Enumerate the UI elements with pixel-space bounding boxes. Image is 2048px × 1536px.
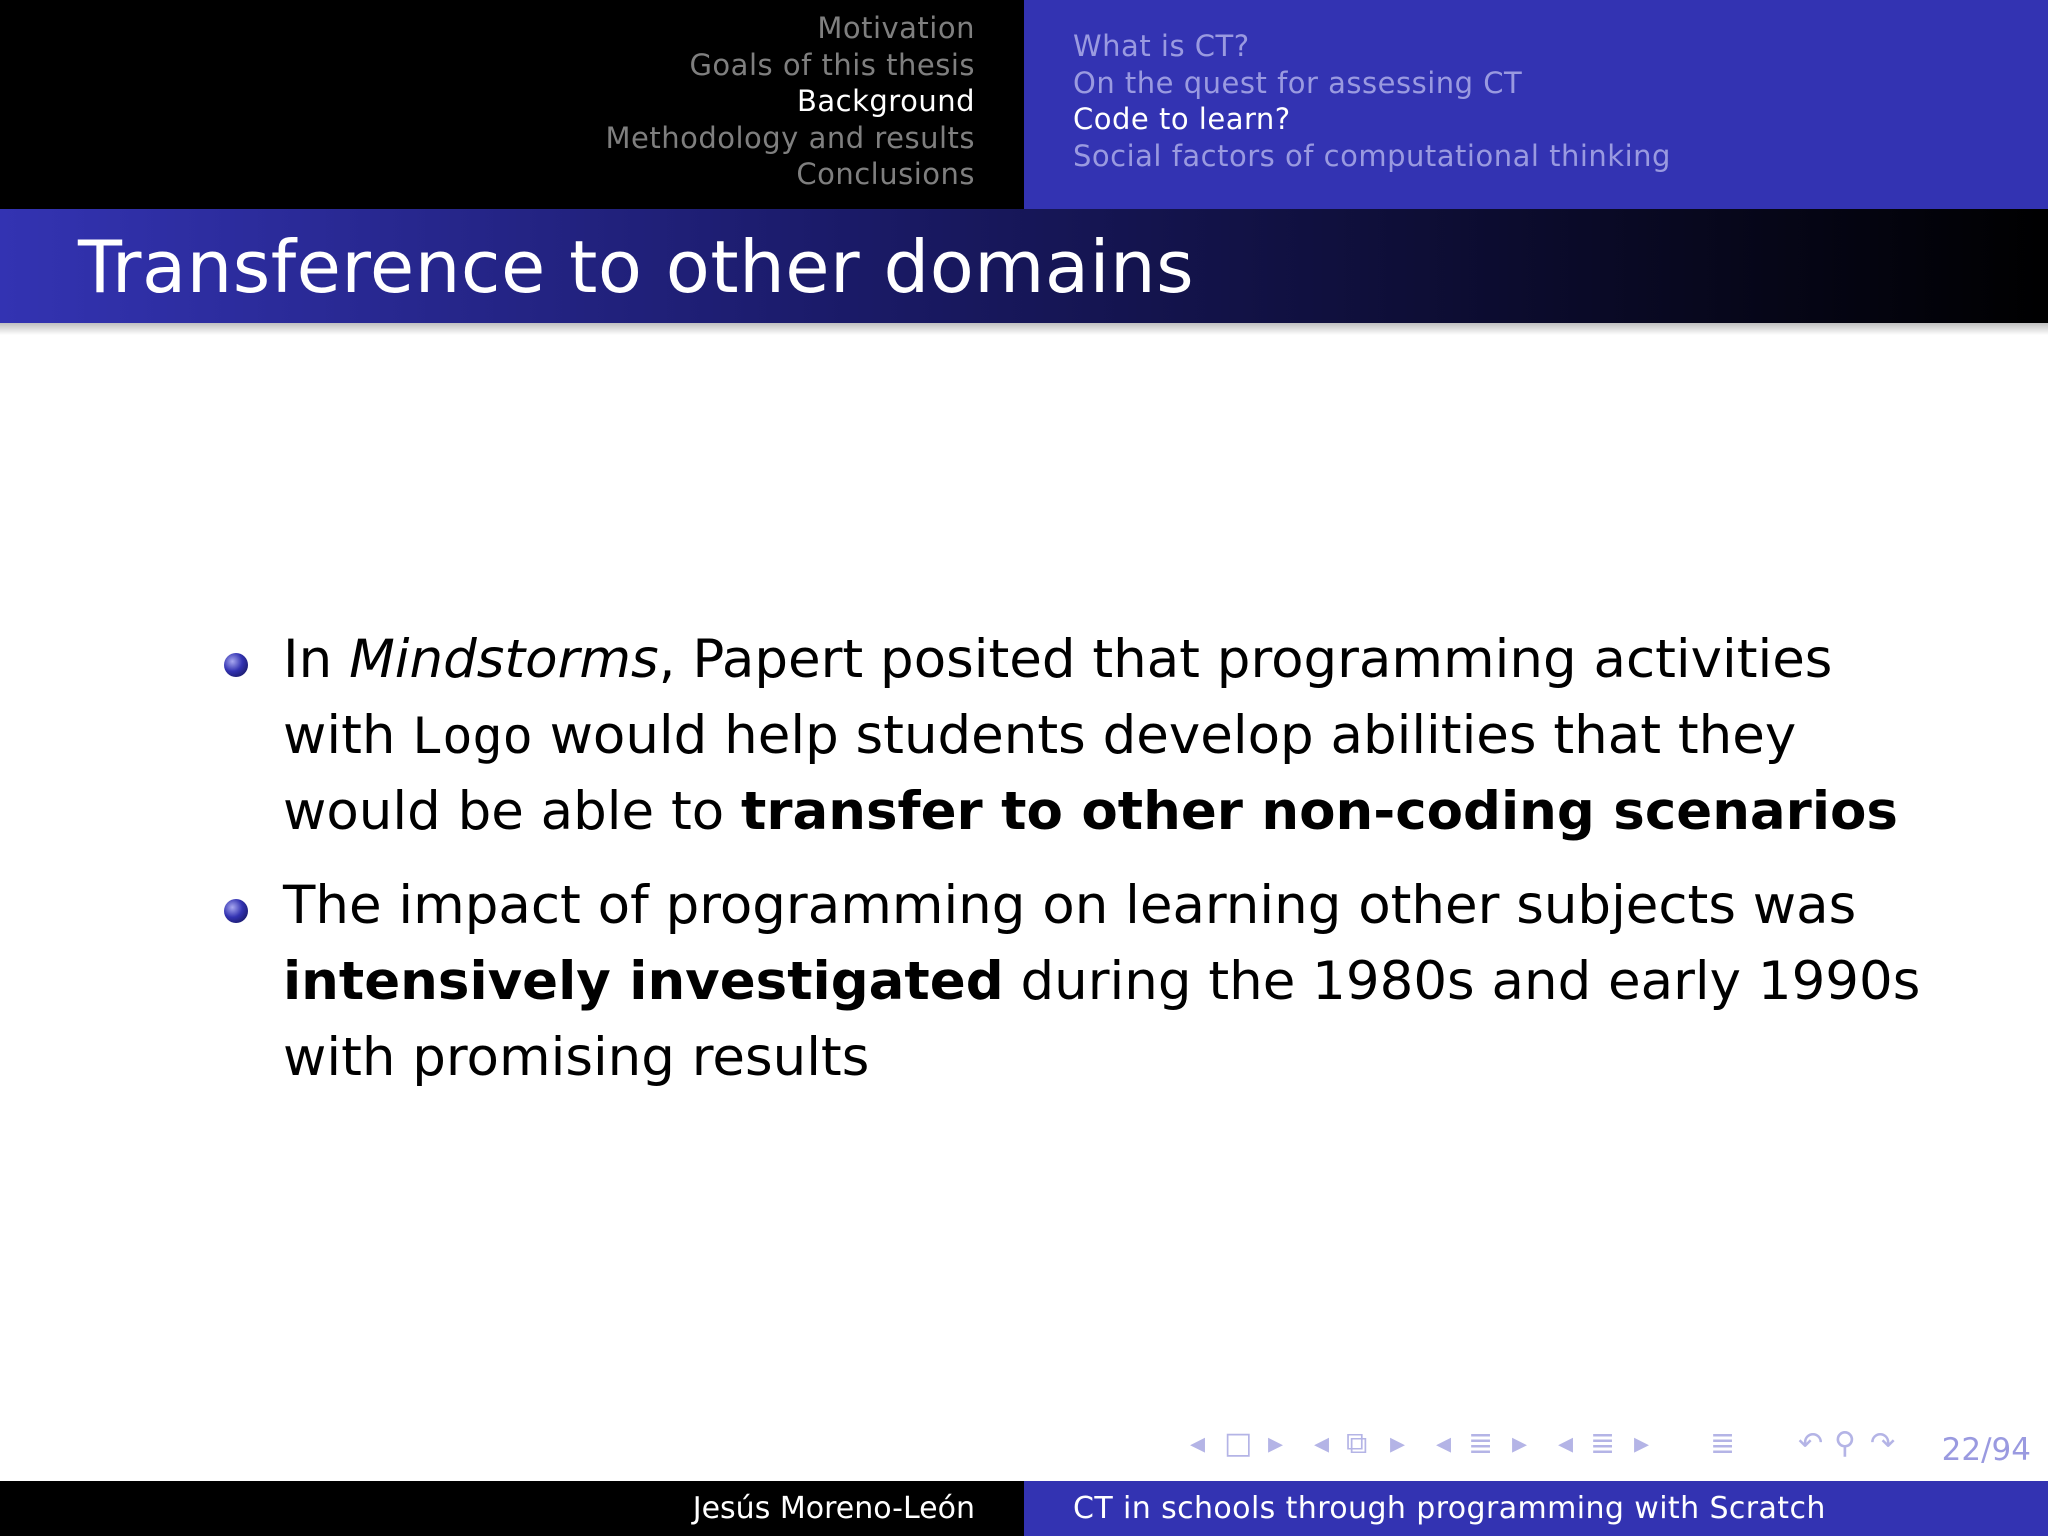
slide-title: Transference to other domains bbox=[78, 225, 1195, 309]
subsection-link-code-to-learn[interactable]: Code to learn? bbox=[1073, 102, 1291, 136]
subsection-prev-icon[interactable]: ◂ bbox=[1314, 1426, 1330, 1461]
bullet-line: with promising results bbox=[283, 1027, 870, 1088]
subsection-link-assessing-ct[interactable]: On the quest for assessing CT bbox=[1073, 65, 1523, 100]
subsection-icon[interactable]: ⧉ bbox=[1346, 1426, 1368, 1461]
document-next-icon[interactable]: ▸ bbox=[1634, 1426, 1650, 1461]
bullet-line: In Mindstorms, Papert posited that programming activities bbox=[283, 629, 1833, 690]
section-link-conclusions[interactable]: Conclusions bbox=[796, 157, 975, 191]
section-link-goals[interactable]: Goals of this thesis bbox=[689, 47, 975, 82]
appendix-icon[interactable]: ≣ bbox=[1710, 1426, 1736, 1461]
frame-title-shadow bbox=[0, 323, 2048, 335]
document-icon[interactable]: ≣ bbox=[1590, 1426, 1616, 1461]
search-icon[interactable]: ⚲ bbox=[1834, 1426, 1856, 1461]
subsection-navigation bbox=[1073, 28, 1671, 174]
frame-next-icon[interactable]: ▸ bbox=[1268, 1426, 1284, 1461]
redo-icon[interactable]: ↷ bbox=[1870, 1426, 1896, 1461]
bullet-line: would be able to transfer to other non-coding scenarios bbox=[283, 781, 1898, 842]
header-subsections-panel bbox=[1024, 0, 2048, 209]
section-next-icon[interactable]: ▸ bbox=[1512, 1426, 1528, 1461]
section-link-motivation[interactable]: Motivation bbox=[817, 11, 975, 45]
slide-content bbox=[220, 622, 1921, 1114]
emphasis-text: transfer to other non-coding scenarios bbox=[741, 781, 1898, 842]
section-link-methodology[interactable]: Methodology and results bbox=[605, 120, 975, 155]
section-link-background[interactable]: Background bbox=[796, 84, 975, 118]
subsection-link-what-is-ct[interactable]: What is CT? bbox=[1073, 29, 1250, 63]
footer-author-panel bbox=[0, 1481, 1024, 1536]
emphasis-text: intensively investigated bbox=[283, 951, 1004, 1012]
bullet-item bbox=[220, 622, 1898, 850]
section-icon[interactable]: ≣ bbox=[1468, 1426, 1494, 1461]
footer-author: Jesús Moreno-León bbox=[692, 1491, 975, 1526]
frame-icon[interactable]: □ bbox=[1224, 1426, 1253, 1461]
document-prev-icon[interactable]: ◂ bbox=[1558, 1426, 1574, 1461]
book-title: Mindstorms bbox=[349, 629, 659, 690]
bullet-item bbox=[220, 868, 1921, 1096]
bullet-line: with Logo would help students develop abilities that they bbox=[283, 705, 1797, 766]
footer-talk-title: CT in schools through programming with Scratch bbox=[1073, 1491, 1826, 1526]
section-prev-icon[interactable]: ◂ bbox=[1436, 1426, 1452, 1461]
header-sections-panel bbox=[0, 0, 1024, 209]
subsection-link-social-factors[interactable]: Social factors of computational thinking bbox=[1073, 138, 1671, 173]
bullet-ball-icon bbox=[224, 653, 248, 677]
bullet-ball-icon bbox=[224, 899, 248, 923]
bullet-line: The impact of programming on learning other subjects was bbox=[283, 875, 1857, 936]
footer-title-panel bbox=[1024, 1481, 2048, 1536]
section-navigation bbox=[605, 10, 975, 193]
page-number: 22/94 bbox=[1941, 1432, 2031, 1468]
language-name: Logo bbox=[412, 707, 533, 765]
frame-prev-icon[interactable]: ◂ bbox=[1190, 1426, 1206, 1461]
bullet-line: intensively investigated during the 1980s and early 1990s bbox=[283, 951, 1921, 1012]
subsection-next-icon[interactable]: ▸ bbox=[1390, 1426, 1406, 1461]
undo-icon[interactable]: ↶ bbox=[1798, 1426, 1824, 1461]
